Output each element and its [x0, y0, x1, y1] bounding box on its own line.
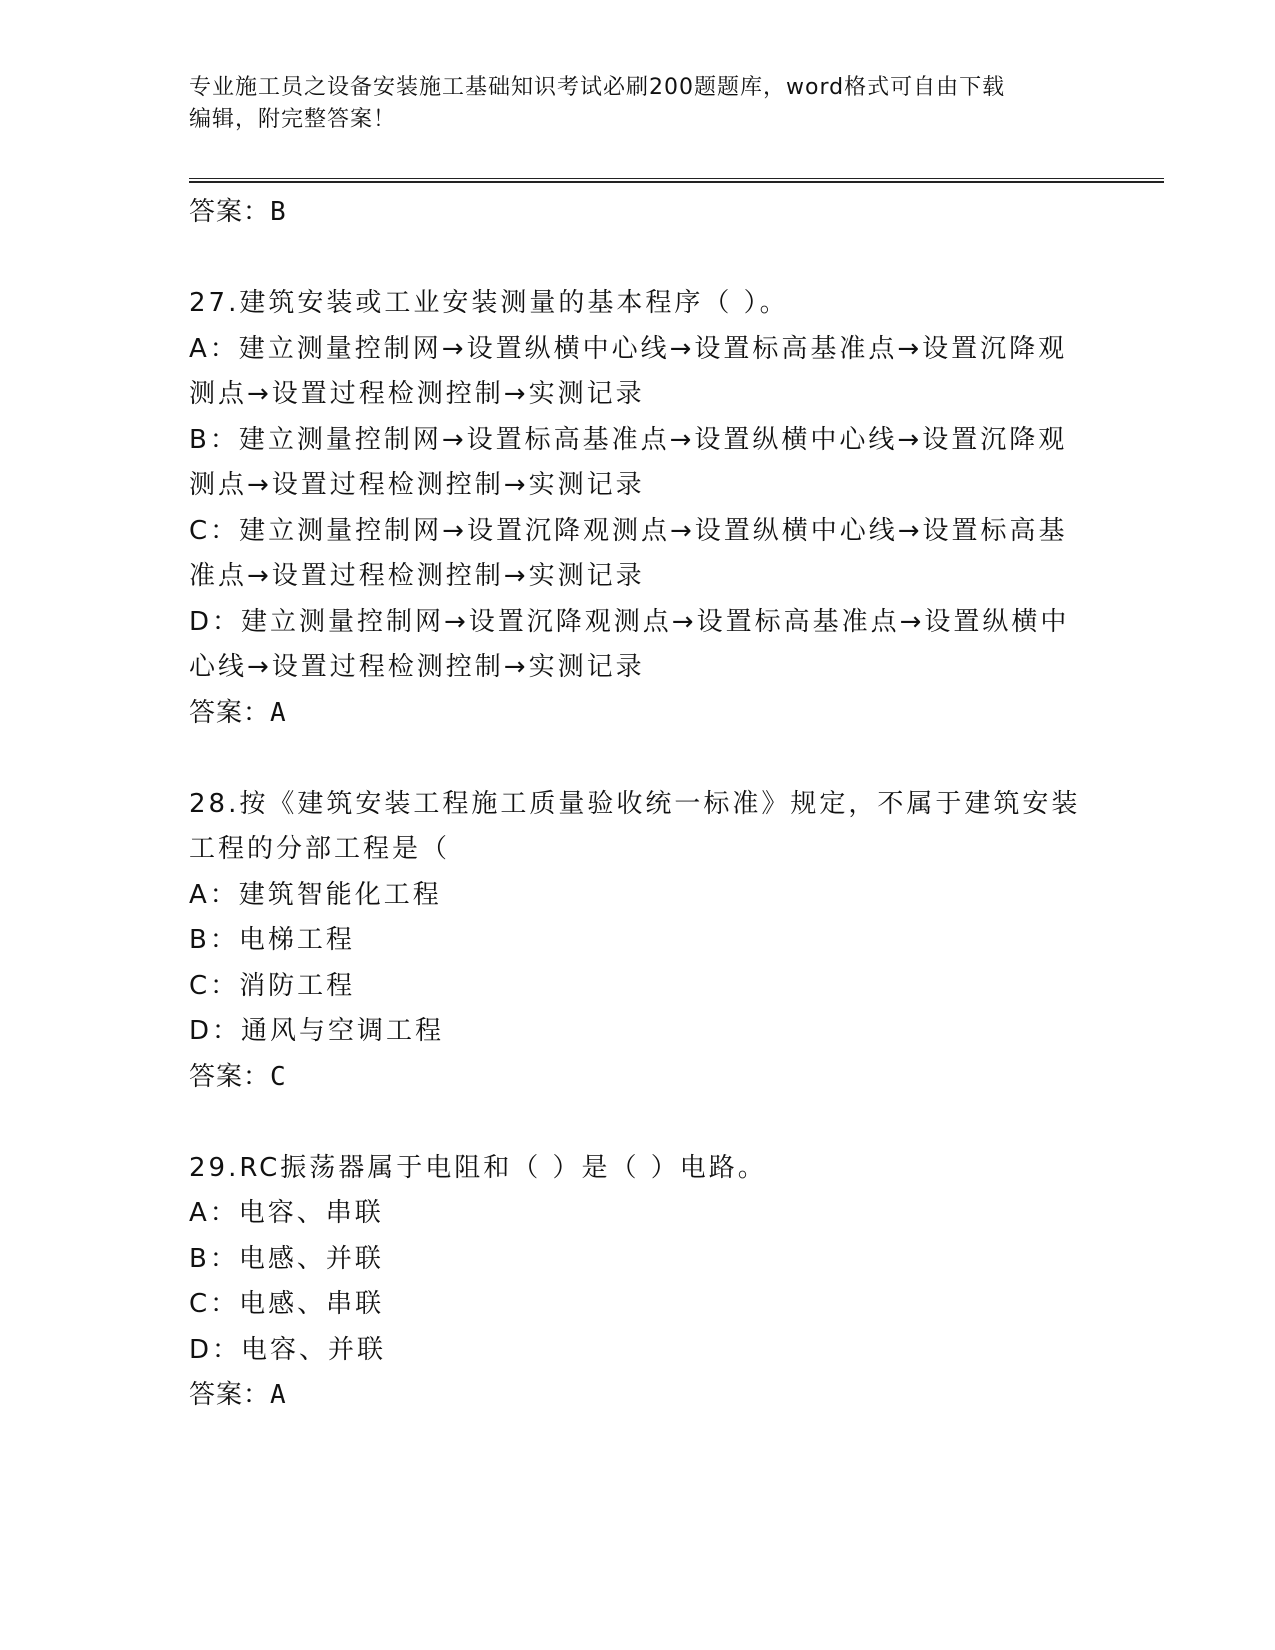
- option-b-cont: 测点→设置过程检测控制→实测记录: [189, 470, 645, 500]
- option-d: D：通风与空调工程: [189, 1016, 445, 1046]
- question-stem: 28.按《建筑安装工程施工质量验收统一标准》规定，不属于建筑安装: [189, 788, 1081, 819]
- option-d: D：电容、并联: [189, 1334, 387, 1365]
- option-c: C：建立测量控制网→设置沉降观测点→设置纵横中心线→设置标高基: [189, 515, 1068, 546]
- question-28: [189, 782, 1089, 1101]
- option-a: A：建筑智能化工程: [189, 879, 442, 910]
- spacer: [189, 736, 1089, 782]
- option-b: B：建立测量控制网→设置标高基准点→设置纵横中心线→设置沉降观: [189, 424, 1068, 455]
- header-line-2: 编辑，附完整答案！: [189, 107, 397, 132]
- answer: 答案：C: [189, 1061, 287, 1092]
- question-29: [189, 1146, 1089, 1419]
- spacer: [189, 1100, 1089, 1146]
- option-a: A：建立测量控制网→设置纵横中心线→设置标高基准点→设置沉降观: [189, 333, 1068, 364]
- option-a-cont: 测点→设置过程检测控制→实测记录: [189, 379, 645, 409]
- question-27: [189, 281, 1089, 736]
- header-line-1: 专业施工员之设备安装施工基础知识考试必刷200题题库，word格式可自由下载: [189, 75, 1006, 100]
- question-stem: 27.建筑安装或工业安装测量的基本程序（ ）。: [189, 288, 789, 318]
- option-d: D：建立测量控制网→设置沉降观测点→设置标高基准点→设置纵横中: [189, 606, 1070, 637]
- question-list: [189, 190, 1089, 1419]
- option-a: A：电容、串联: [189, 1198, 384, 1228]
- question-stem: 29.RC振荡器属于电阻和（ ）是（ ）电路。: [189, 1152, 767, 1183]
- option-c: C：电感、串联: [189, 1289, 385, 1319]
- option-c-cont: 准点→设置过程检测控制→实测记录: [189, 561, 645, 591]
- option-b: B：电感、并联: [189, 1243, 384, 1274]
- spacer: [189, 236, 1089, 282]
- option-c: C：消防工程: [189, 970, 356, 1001]
- option-b: B：电梯工程: [189, 925, 355, 955]
- answer: 答案：A: [189, 1380, 287, 1410]
- option-d-cont: 心线→设置过程检测控制→实测记录: [189, 652, 645, 682]
- question-stem-cont: 工程的分部工程是（: [189, 834, 451, 864]
- header-divider: [189, 178, 1164, 183]
- document-header: [189, 72, 1089, 136]
- answer: 答案：A: [189, 697, 287, 728]
- previous-answer: 答案：B: [189, 197, 287, 227]
